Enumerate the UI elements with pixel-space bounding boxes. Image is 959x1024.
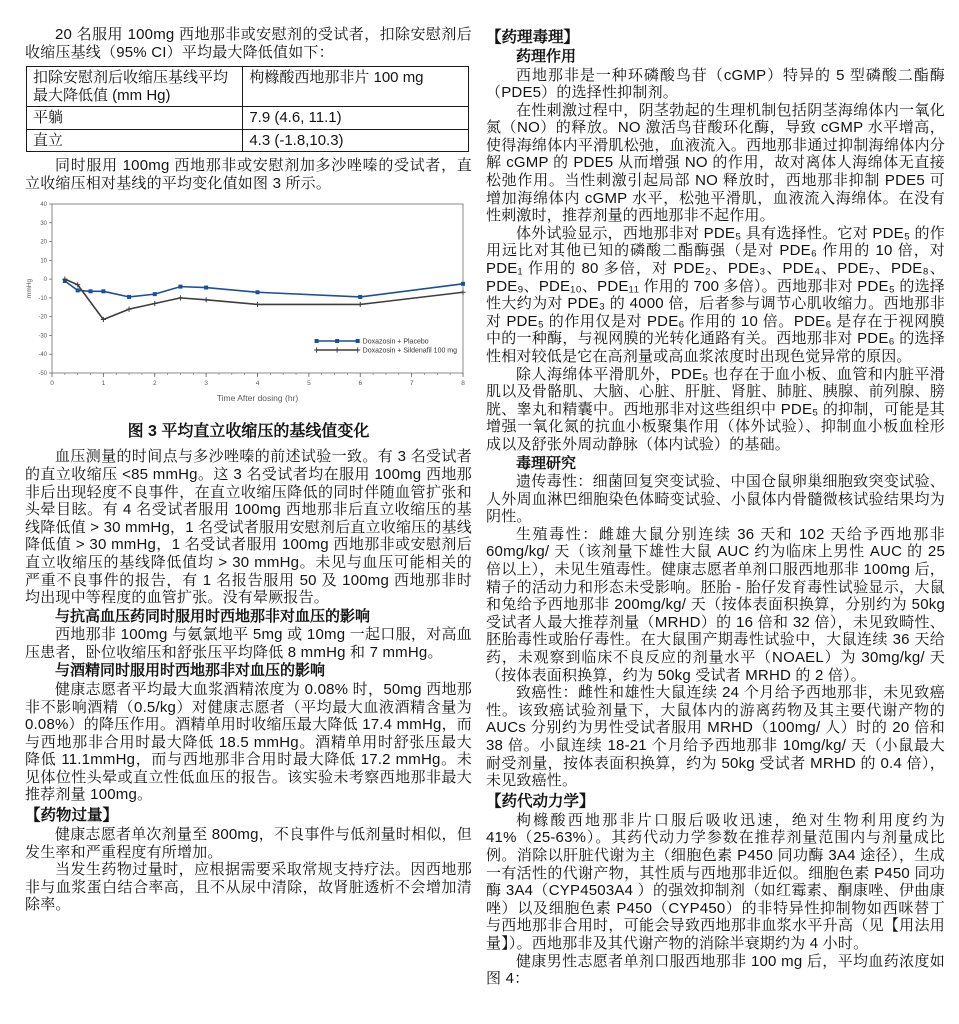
tox-research-heading: 毒理研究 <box>516 454 577 472</box>
bp-measurement-paragraph: 血压测量的时间点与多沙唑嗪的前述试验一致。有 3 名受试者的直立收缩压 <85 mmHg。这 3 名受试者均在服用 100mg 西地那非后出现轻度不良事件，在直立收缩压降低的同时伴随血管扩张和头晕目眩。有 4 名受试者服用 100mg 西地那非后直立收缩压的基线降低值 > 30 mmHg，1 名受试者服用安慰剂后直立收缩压的基线降低值 > 30 mmHg，1 名受试者服用 100mg 西地那非或安慰剂后直立收缩压的基线降低值均 > 30 mmHg。未见与血压可能相关的严重不良事件的报告，有 1 名报告服用 50 及 100mg 西地那非时均出现中等程度的血管扩张。没有晕厥报告。 <box>25 448 472 607</box>
table-header-cell: 枸橼酸西地那非片 100 mg <box>243 67 468 107</box>
table-cell: 直立 <box>27 129 243 152</box>
svg-text:Doxazosin + Sildenafil 100 mg: Doxazosin + Sildenafil 100 mg <box>362 347 458 355</box>
svg-text:7: 7 <box>409 380 414 388</box>
svg-text:3: 3 <box>204 380 208 388</box>
table-row <box>27 129 469 152</box>
svg-text:4: 4 <box>255 380 260 388</box>
left-column <box>25 26 472 914</box>
svg-text:30: 30 <box>40 221 47 228</box>
pharm-paragraph: 除人海绵体平滑肌外，PDE₅ 也存在于血小板、血管和内脏平滑肌以及骨骼肌、大脑、心脏、肝脏、肾脏、肺脏、胰腺、前列腺、膀胱、睾丸和精囊中。西地那非对这些组织中 PDE₅ 的抑制，可能是其增强一氧化氮的抗血小板聚集作用（体外试验）、抑制血小板血栓形成以及舒张外周动静脉（体内试验）的基础。 <box>486 365 945 453</box>
svg-text:1: 1 <box>101 380 106 388</box>
antihypertensive-paragraph: 西地那非 100mg 与氨氯地平 5mg 或 10mg 一起口服，对高血压患者，卧位收缩压和舒张压平均降低 8 mmHg 和 7 mmHg。 <box>25 626 472 661</box>
overdose-paragraph: 健康志愿者单次剂量至 800mg，不良事件与低剂量时相似，但发生率和严重程度有所增加。 <box>25 826 472 861</box>
intro-paragraph: 20 名服用 100mg 西地那非或安慰剂的受试者，扣除安慰剂后收缩压基线（95% CI）平均最大降低值如下： <box>25 26 472 61</box>
tox-paragraph: 致癌性：雌性和雄性大鼠连续 24 个月给予西地那非，未见致癌性。该致癌试验剂量下，大鼠体内的游离药物及其主要代谢产物的 AUCs 分别约为男性受试者服用 MRHD（100mg/ 人）时的 20 倍和 38 倍。小鼠连续 18-21 个月给予西地那非 10mg/kg/ 天（小鼠最大耐受剂量，按体表面积换算，约为 50kg 受试者 MRHD 的 0.4 倍），未见致癌性。 <box>486 684 945 790</box>
svg-text:6: 6 <box>358 380 363 388</box>
table-header-cell: 扣除安慰剂后收缩压基线平均最大降低值 (mm Hg) <box>27 67 243 107</box>
right-column <box>486 26 945 988</box>
table-cell: 平躺 <box>27 107 243 130</box>
svg-text:mmHg: mmHg <box>26 279 33 299</box>
antihypertensive-heading: 与抗高血压药同时服用时西地那非对血压的影响 <box>55 607 371 625</box>
svg-text:Doxazosin + Placebo: Doxazosin + Placebo <box>362 338 429 346</box>
figure3-chart <box>25 196 470 409</box>
table-row <box>27 107 469 130</box>
after-table-paragraph: 同时服用 100mg 西地那非或安慰剂加多沙唑嗪的受试者，直立收缩压相对基线的平均变化值如图 3 所示。 <box>25 157 472 192</box>
alcohol-heading: 与酒精同时服用时西地那非对血压的影响 <box>55 662 326 680</box>
svg-text:5: 5 <box>307 380 311 388</box>
svg-text:-20: -20 <box>38 315 47 322</box>
pharm-action-heading: 药理作用 <box>516 48 577 65</box>
svg-text:-30: -30 <box>38 333 47 340</box>
tox-paragraph: 生殖毒性：雌雄大鼠分别连续 36 天和 102 天给予西地那非 60mg/kg/ 天（该剂量下雄性大鼠 AUC 约为临床上男性 AUC 的 25 倍以上），未见生殖毒性。健康志愿者单剂口服西地那非 100mg 后，精子的活动力和形态未受影响。胚胎 - 胎仔发育毒性试验显示，大鼠和兔给予西地那非 200mg/kg/ 天（按体表面积换算，分别约为 50kg 受试者人最大推荐剂量（MRHD）的 16 倍和 32 倍），未见致畸性、胚胎毒性或胎仔毒性。在大鼠围产期毒性试验中，大鼠连续 36 天给药，未观察到临床不良反应的剂量水平（NOAEL）为 30mg/kg/ 天（按体表面积换算，约为 50kg 受试者 MRHD 的 2 倍）。 <box>486 525 945 684</box>
svg-text:2: 2 <box>152 380 157 388</box>
svg-text:-50: -50 <box>38 371 47 378</box>
table-cell: 4.3 (-1.8,10.3) <box>243 129 468 152</box>
pk-section-title: 【药代动力学】 <box>486 792 595 810</box>
svg-text:0: 0 <box>43 277 47 284</box>
overdose-paragraph: 当发生药物过量时，应根据需要采取常规支持疗法。因西地那非与血浆蛋白结合率高，且不从尿中清除，故肾脏透析不会增加清除率。 <box>25 861 472 914</box>
svg-text:40: 40 <box>40 202 47 209</box>
svg-text:0: 0 <box>50 380 54 388</box>
table-cell: 7.9 (4.6, 11.1) <box>243 107 468 130</box>
pk-paragraph: 枸橼酸西地那非片口服后吸收迅速，绝对生物利用度约为 41%（25-63%）。其药代动力学参数在推荐剂量范围内与剂量成比例。消除以肝脏代谢为主（细胞色素 P450 同功酶 3A4 途径），生成一有活性的代谢产物，其性质与西地那非近似。细胞色素 P450 同功酶 3A4（CYP4503A4 ）的强效抑制剂（如红霉素、酮康唑、伊曲康唑）以及细胞色素 P450（CYP450）的非特异性抑制物如西咪替丁与西地那非合用时，可能会导致西地那非血浆水平升高（见【用法用量】）。西地那非及其代谢产物的消除半衰期约为 4 小时。 <box>486 811 945 952</box>
table-header-row <box>27 67 469 107</box>
svg-text:10: 10 <box>40 258 47 265</box>
figure3-caption: 图 3 平均直立收缩压的基线值变化 <box>127 423 370 441</box>
svg-text:-10: -10 <box>38 296 47 303</box>
bp-reduction-table <box>26 66 469 152</box>
pharm-paragraph: 体外试验显示，西地那非对 PDE₅ 具有选择性。它对 PDE₅ 的作用远比对其他已知的磷酸二酯酶强（是对 PDE₆ 作用的 10 倍，对 PDE₁ 作用的 80 多倍，对 PDE₂、PDE₃、PDE₄、PDE₇、PDE₈、PDE₉、PDE₁₀、PDE₁₁ 作用的 700 多倍）。西地那非对 PDE₅ 的选择性大约为对 PDE₃ 的 4000 倍，后者参与调节心肌收缩力。西地那非对 PDE₅ 的作用仅是对 PDE₆ 作用的 10 倍。PDE₆ 是存在于视网膜中的一种酶，与视网膜的光转化通路有关。西地那非对 PDE₆ 的选择性相对较低是它在高剂量或高血浆浓度时出现色觉异常的原因。 <box>486 224 945 365</box>
svg-text:8: 8 <box>461 380 465 388</box>
svg-text:Time After dosing (hr): Time After dosing (hr) <box>216 393 299 404</box>
figure3 <box>25 196 472 442</box>
pk-paragraph: 健康男性志愿者单剂口服西地那非 100 mg 后，平均血药浓度如图 4： <box>486 952 945 988</box>
svg-text:-40: -40 <box>38 352 47 359</box>
overdose-section-title: 【药物过量】 <box>25 807 119 825</box>
pharm-paragraph: 在性刺激过程中，阴茎勃起的生理机制包括阴茎海绵体内一氧化氮（NO）的释放。NO 激活鸟苷酸环化酶，导致 cGMP 水平增高，使得海绵体内平滑肌松弛，血液流入。西地那非通过抑制海绵体内分解 cGMP 的 PDE5 从而增强 NO 的作用，故对离体人海绵体无直接松弛作用。当性刺激引起局部 NO 释放时，西地那非抑制 PDE5 可增加海绵体内 cGMP 水平，松弛平滑肌，血液流入海绵体。在没有性刺激时，推荐剂量的西地那非不起作用。 <box>486 101 945 225</box>
alcohol-paragraph: 健康志愿者平均最大血浆酒精浓度为 0.08% 时，50mg 西地那非不影响酒精（0.5/kg）对健康志愿者（平均最大血液酒精含量为 0.08%）的降压作用。酒精单用时收缩压最大降低 17.4 mmHg，而与西地那非合用时最大降低 18.5 mmHg。酒精单用时舒张压最大降低 11.1mmHg，而与西地那非合用时最大降低 17.2 mmHg。未见体位性头晕或直立性低血压的报告。该实验未考察西地那非最大推荐剂量 100mg。 <box>25 680 472 804</box>
pharmtox-section-title: 【药理毒理】 <box>486 29 580 46</box>
pharm-paragraph: 西地那非是一种环磷酸鸟苷（cGMP）特异的 5 型磷酸二酯酶（PDE5）的选择性抑制剂。 <box>486 66 945 102</box>
tox-paragraph: 遗传毒性：细菌回复突变试验、中国仓鼠卵巢细胞致突变试验、人外周血淋巴细胞染色体畸变试验、小鼠体内骨髓微核试验结果均为阴性。 <box>486 473 945 526</box>
svg-text:20: 20 <box>40 239 47 246</box>
